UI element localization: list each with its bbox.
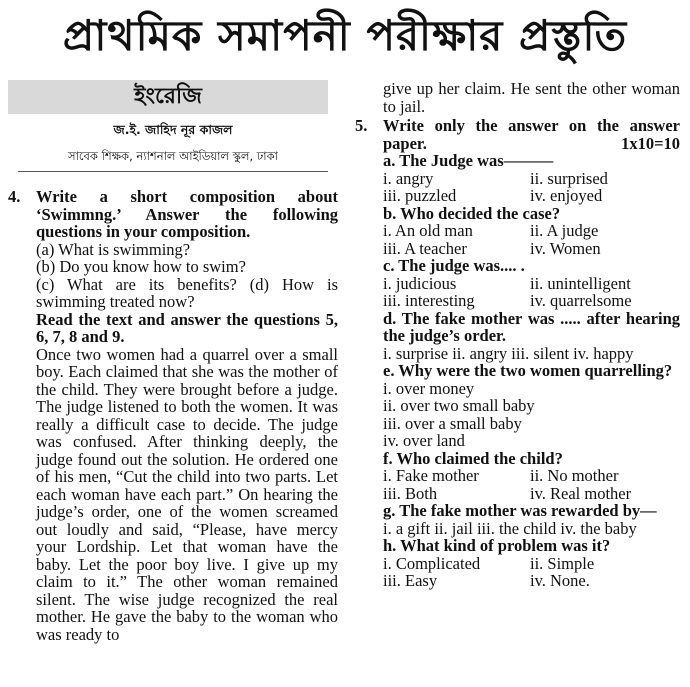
mcq-f-question: f. Who claimed the child?: [383, 448, 563, 468]
read-instruction: Read the text and answer the questions 5, 6, 7, 8 and 9.: [36, 309, 338, 346]
question-4-sub-b: (b) Do you know how to swim?: [36, 257, 246, 276]
mcq-option: i. judicious: [383, 273, 457, 293]
mcq-a-row2: [383, 187, 680, 205]
mcq-list: [383, 152, 680, 590]
question-5-number: 5.: [355, 116, 368, 135]
question-4-instruction: Write a short composition about ‘Swimmng.’ Answer the following questions in your composition.: [36, 187, 338, 241]
mcq-option: i. An old man: [383, 221, 473, 240]
mcq-f-row1: [383, 467, 680, 485]
mcq-b-row1: [383, 222, 680, 240]
mcq-c-question: c. The judge was.... .: [383, 256, 525, 275]
author-name: জ.ই. জাহিদ নূর কাজল: [113, 122, 233, 137]
mcq-option: iv. over land: [383, 431, 465, 450]
question-4-sub-a: (a) What is swimming?: [36, 239, 191, 259]
mcq-option: iv. enjoyed: [530, 186, 603, 205]
mcq-option: iv. Women: [530, 238, 601, 258]
mcq-option: iv. None.: [530, 571, 590, 590]
question-4: [8, 188, 338, 346]
mcq-option: iii. puzzled: [383, 186, 457, 205]
mcq-f-row2: [383, 485, 680, 503]
mcq-h-row2: [383, 572, 680, 590]
mcq-e-question: e. Why were the two women quarrelling?: [383, 361, 673, 380]
mcq-b-row2: [383, 240, 680, 258]
right-column: [355, 80, 680, 590]
page-title: প্রাথমিক সমাপনী পরীক্ষার প্রস্তুতি: [62, 11, 628, 60]
mcq-option: iii. over a small baby: [383, 413, 522, 433]
mcq-b-question: b. Who decided the case?: [383, 203, 561, 223]
author-designation: সাবেক শিক্ষক, ন্যাশনাল আইডিয়াল স্কুল, ঢাকা: [18, 148, 328, 172]
mcq-d-question: d. The fake mother was ..... after hearing the judge’s order.: [383, 308, 680, 345]
subject-label: ইংরেজি: [8, 80, 328, 114]
question-4-number: 4.: [8, 187, 21, 206]
mcq-option: ii. over two small baby: [383, 396, 535, 415]
mcq-option: iv. quarrelsome: [530, 291, 632, 310]
mcq-option: iv. Real mother: [530, 483, 632, 503]
mcq-option: ii. Simple: [530, 553, 595, 573]
mcq-option: iii. Easy: [383, 571, 438, 590]
passage-continuation: give up her claim. He sent the other woman to jail.: [383, 79, 680, 116]
mcq-option: i. angry: [383, 168, 434, 188]
mcq-h-row1: [383, 555, 680, 573]
mcq-option: iii. Both: [383, 483, 438, 503]
mcq-option: iii. interesting: [383, 291, 475, 310]
mcq-c-row1: [383, 275, 680, 293]
mcq-g-question: g. The fake mother was rewarded by—: [383, 501, 657, 520]
mcq-h-question: h. What kind of problem was it?: [383, 536, 611, 555]
mcq-option: ii. surprised: [530, 168, 608, 188]
question-5-marks: 1x10=10: [621, 133, 680, 153]
mcq-c-row2: [383, 292, 680, 310]
passage-text: Once two women had a quarrel over a small boy. Each claimed that she was the mother of the child. They were brought before a judge. The judge listened to both the women. It was really a difficult case to decide. The judge was confused. After thinking deeply, the judge found out the solution. He ordered one of his men, “Cut the child into two parts. Let each woman have each part.” On hearing the judge’s order, one of the women screamed out loudly and said, “Please, have mercy your Lordship. Let that woman have the baby. Let the poor boy live. I give up my claim to it.” The other woman remained silent. The wise judge recognized the real mother. He gave the baby to the woman who was ready to: [36, 344, 338, 644]
mcq-option: ii. A judge: [530, 221, 599, 240]
mcq-a-row1: [383, 170, 680, 188]
mcq-option: iii. A teacher: [383, 238, 467, 258]
mcq-a-question: a. The Judge was———: [383, 151, 554, 170]
question-5-instruction: [383, 117, 680, 152]
mcq-option: ii. unintelligent: [530, 273, 631, 293]
question-4-sub-cd: (c) What are its benefits? (d) How is swimming treated now?: [36, 274, 338, 311]
mcq-option: ii. No mother: [530, 466, 619, 485]
mcq-option: i. Fake mother: [383, 466, 479, 485]
question-5: [355, 117, 680, 152]
mcq-option: i. over money: [383, 378, 475, 398]
mcq-d-options: i. surprise ii. angry iii. silent iv. happy: [383, 343, 634, 363]
mcq-g-options: i. a gift ii. jail iii. the child iv. the baby: [383, 518, 637, 538]
question-5-text: Write only the answer on the answer paper.: [383, 116, 680, 153]
mcq-option: i. Complicated: [383, 553, 481, 573]
left-column: [8, 80, 338, 643]
